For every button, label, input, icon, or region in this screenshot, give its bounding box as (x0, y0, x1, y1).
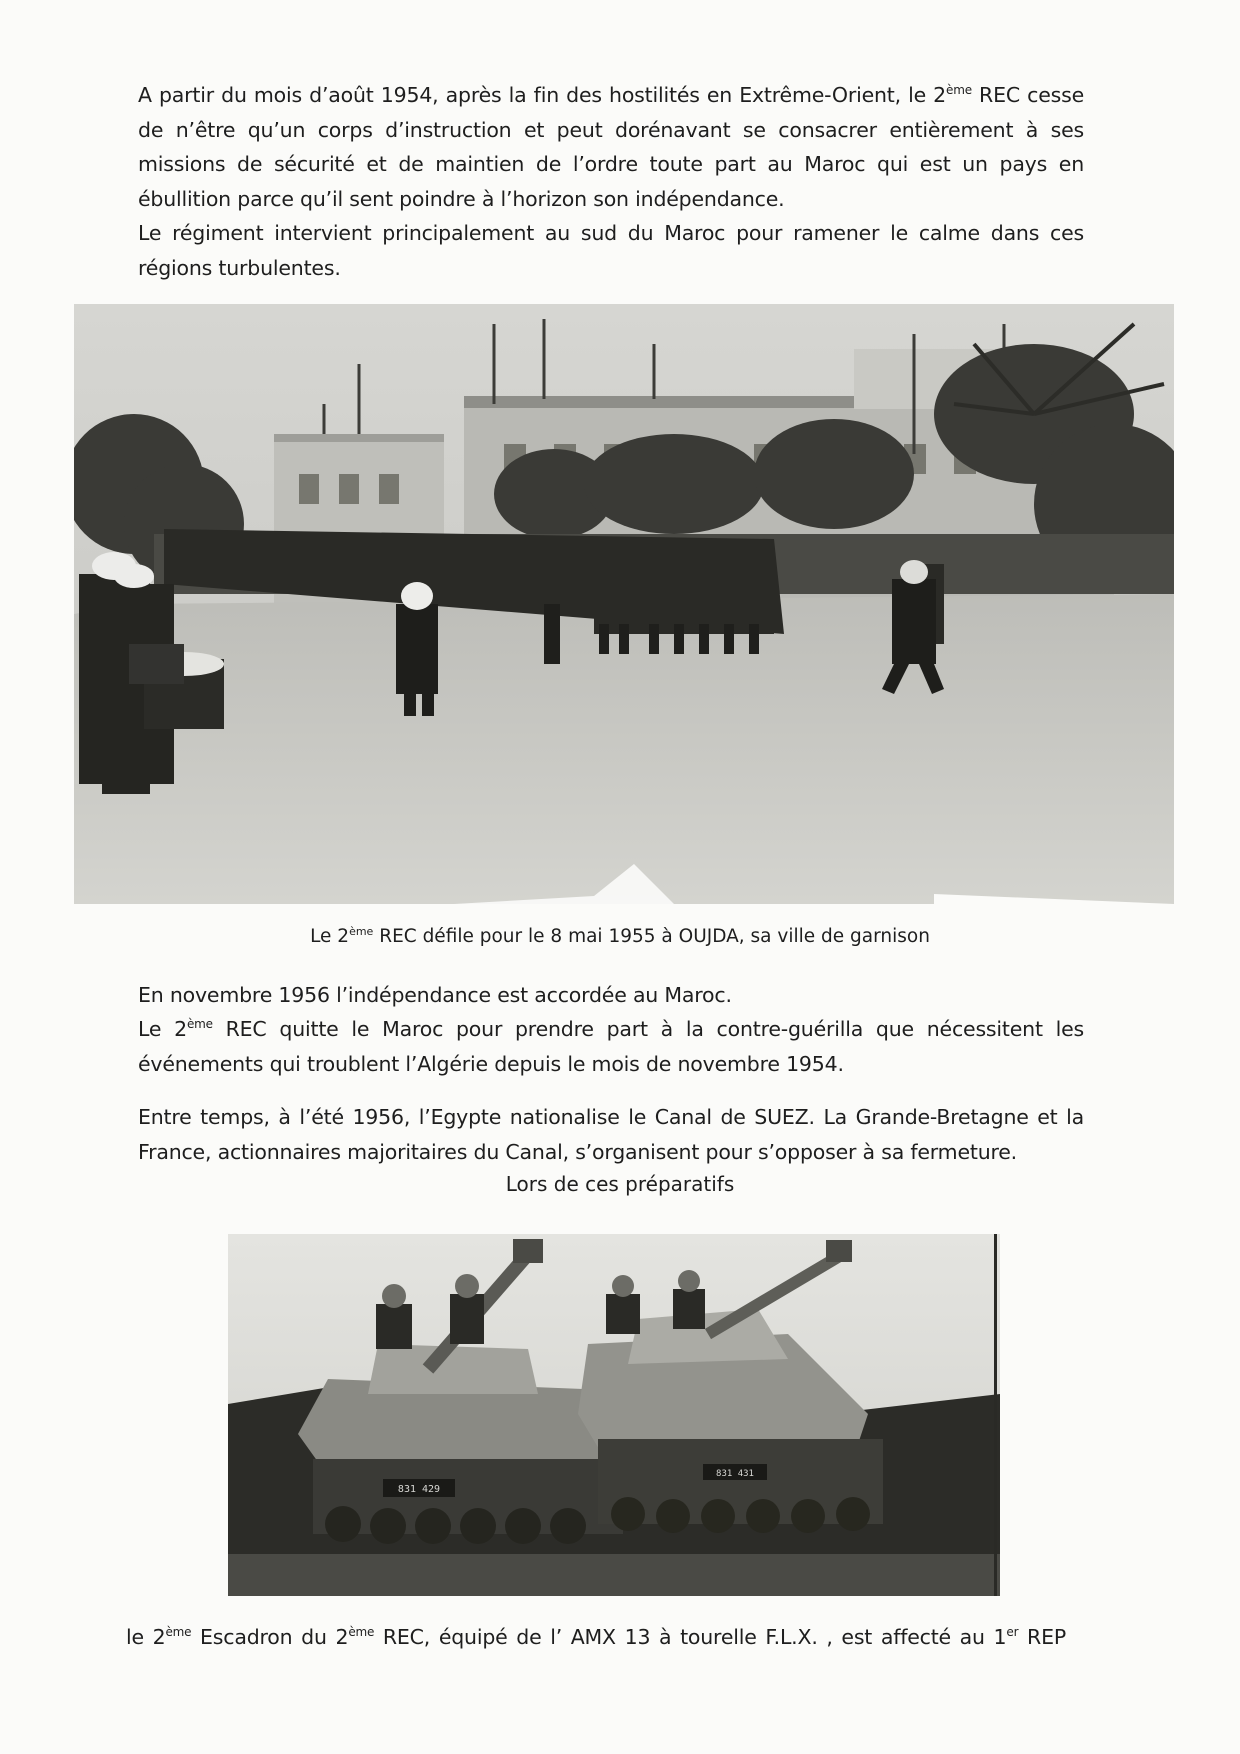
paragraph-suez: Entre temps, à l’été 1956, l’Egypte nationalise le Canal de SUEZ. La Grande-Bretagne et la France, actionnaires majoritaires du Canal, s’organisent pour s’opposer à sa fermeture. (138, 1105, 1084, 1164)
paragraph-algeria: Le 2ème REC quitte le Maroc pour prendre part à la contre-guérilla que nécessitent les événements qui troublent l’Algérie depuis le mois de novembre 1954. (138, 1017, 1084, 1076)
caption-tanks: le 2ème Escadron du 2ème REC, équipé de l’ AMX 13 à tourelle F.L.X. , est affecté au 1er REP (126, 1625, 1066, 1649)
left-tank-plate: 831 429 (397, 1484, 441, 1495)
paragraph-regiment: Le régiment intervient principalement au sud du Maroc pour ramener le calme dans ces régions turbulentes. (138, 221, 1084, 280)
paragraph-intro: A partir du mois d’août 1954, après la fin des hostilités en Extrême-Orient, le 2ème REC cesse de n’être qu’un corps d’instruction et peut dorénavant se consacrer entièrement à ses missions de sécurité et de maintien de l’ordre toute part au Maroc qui est un pays en ébullition parce qu’il sent poindre à l’horizon son indépendance. (138, 83, 1084, 211)
paragraph-independence: En novembre 1956 l’indépendance est accordée au Maroc. (138, 983, 732, 1007)
parade-photo (74, 304, 1174, 904)
tanks-photo (228, 1234, 1000, 1596)
right-tank-plate: 831 431 (716, 1469, 754, 1479)
caption-parade: Le 2ème REC défile pour le 8 mai 1955 à OUJDA, sa ville de garnison (310, 924, 930, 947)
paragraph-preparations: Lors de ces préparatifs (505, 1172, 735, 1196)
